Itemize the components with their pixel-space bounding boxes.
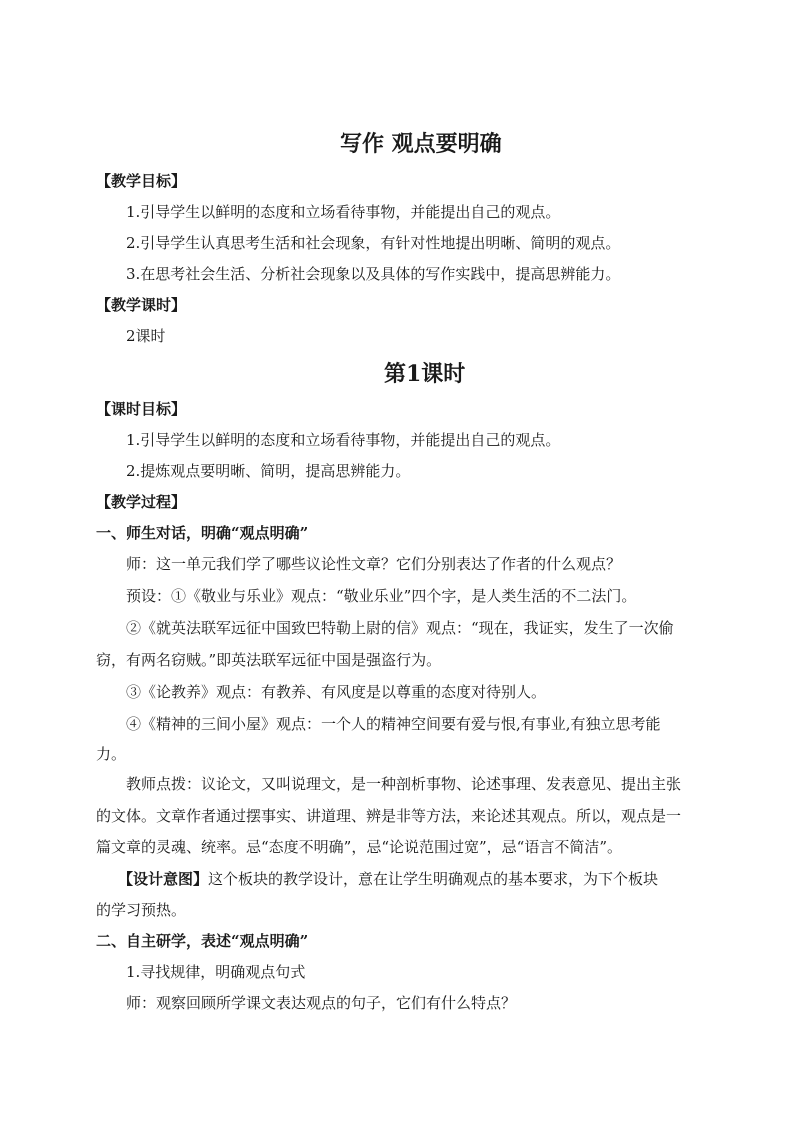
s1-item2-line1: ②《就英法联军远征中国致巴特勒上尉的信》观点：“现在，我证实，发生了一次偷: [126, 619, 674, 637]
s1-tip-line2: 的文体。文章作者通过摆事实、讲道理、辨是非等方法，来论述其观点。所以，观点是一: [96, 807, 682, 825]
s1-item2-line2: 窃，有两名窃贼。”即英法联军远征中国是强盗行为。: [96, 651, 442, 669]
s1-item4-line1: ④《精神的三间小屋》观点：一个人的精神空间要有爱与恨,有事业,有独立思考能: [126, 715, 661, 733]
teaching-goals-heading: 【教学目标】: [96, 172, 187, 190]
teaching-goal-1: 1.引导学生以鲜明的态度和立场看待事物，并能提出自己的观点。: [126, 203, 561, 221]
lesson-goals-heading: 【课时目标】: [96, 400, 187, 418]
design-intent-line2: 的学习预热。: [96, 901, 187, 919]
section-1-heading: 一、师生对话，明确“观点明确”: [96, 524, 309, 542]
lesson-goal-2: 2.提炼观点要明晰、简明，提高思辨能力。: [126, 462, 411, 480]
section-2-heading: 二、自主研学，表述“观点明确”: [96, 932, 309, 950]
lesson-title: 第1课时: [384, 361, 466, 387]
design-intent-label: 【设计意图】: [118, 870, 209, 888]
design-intent-text: 这个板块的教学设计，意在让学生明确观点的基本要求，为下个板块: [208, 870, 659, 888]
process-heading: 【教学过程】: [96, 493, 187, 511]
s1-tip-line3: 篇文章的灵魂、统率。忌“态度不明确”，忌“论说范围过宽”，忌“语言不简洁”。: [96, 838, 623, 856]
teaching-goal-3: 3.在思考社会生活、分析社会现象以及具体的写作实践中，提高思辨能力。: [126, 265, 621, 283]
s2-item1: 1.寻找规律，明确观点句式: [126, 963, 306, 981]
s1-teacher-question: 师：这一单元我们学了哪些议论性文章？它们分别表达了作者的什么观点？: [126, 555, 622, 573]
s1-item4-line2: 力。: [96, 745, 127, 763]
lesson-goal-1: 1.引导学生以鲜明的态度和立场看待事物，并能提出自己的观点。: [126, 431, 561, 449]
teaching-goal-2: 2.引导学生认真思考生活和社会现象，有针对性地提出明晰、简明的观点。: [126, 234, 621, 252]
design-intent: [118, 869, 658, 889]
s1-item3: ③《论教养》观点：有教养、有风度是以尊重的态度对待别人。: [126, 683, 547, 701]
s2-teacher-question: 师：观察回顾所学课文表达观点的句子，它们有什么特点？: [126, 994, 517, 1012]
s1-preset: 预设：①《敬业与乐业》观点：“敬业乐业”四个字，是人类生活的不二法门。: [126, 587, 637, 605]
class-hours-value: 2课时: [126, 327, 166, 345]
s1-tip-line1: 教师点拨：议论文，又叫说理文，是一种剖析事物、论述事理、发表意见、提出主张: [126, 775, 682, 793]
class-hours-heading: 【教学课时】: [96, 296, 187, 314]
page-title: 写作 观点要明确: [340, 131, 502, 157]
